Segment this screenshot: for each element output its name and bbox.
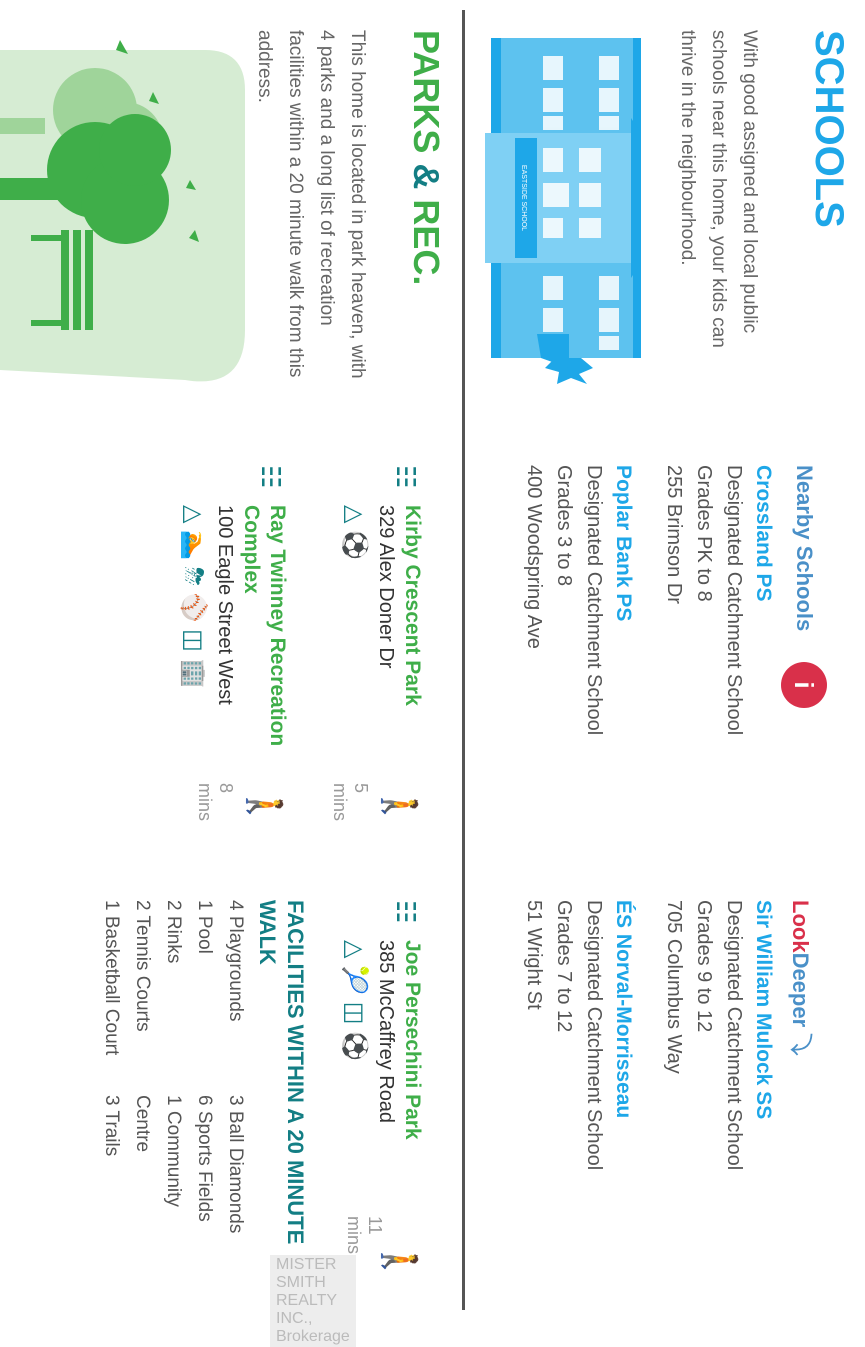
sports-field-icon: ◫	[341, 1001, 368, 1025]
facilities-column-1	[96, 900, 251, 1095]
facility-item: 2 Rinks	[163, 900, 184, 964]
walking-icon: 🚶	[380, 1240, 418, 1283]
park-amenity-icons	[340, 940, 369, 1240]
school-catchment: Designated Catchment School	[583, 900, 605, 1171]
building-sign: EASTSIDE SCHOOL	[520, 164, 527, 232]
playground-icon: △	[341, 940, 368, 959]
park-address: 100 Eagle Street West	[214, 505, 236, 705]
lookdeeper-look: Look	[788, 900, 813, 953]
school-grades: Grades 3 to 8	[553, 465, 575, 587]
pool-icon: 🏊	[180, 530, 207, 561]
park-name[interactable]: Ray Twinney Recreation Complex	[240, 505, 289, 747]
walk-time: 8 mins	[195, 783, 236, 822]
facility-item: 1 Community	[163, 1095, 184, 1207]
info-icon[interactable]: i	[781, 662, 827, 708]
curved-arrow-icon: ⤵	[788, 1033, 813, 1056]
school-entry	[659, 465, 777, 885]
parks-intro: This home is located in park heaven, with 4 parks and a long list of recreation facilities within a 20 minute walk from this address.	[254, 30, 368, 379]
facility-item: 1 Basketball Court	[101, 900, 122, 1056]
park-illustration	[0, 30, 265, 390]
parks-heading-b: REC.	[406, 189, 447, 286]
parks-heading	[405, 30, 447, 285]
schools-heading: SCHOOLS	[807, 30, 851, 228]
school-entry	[659, 900, 777, 1300]
brokerage-watermark: MISTER SMITH REALTY INC., Brokerage	[270, 1255, 356, 1347]
lookdeeper-deeper: Deeper	[788, 952, 813, 1028]
park-amenity-icons	[179, 505, 208, 795]
park-name[interactable]: Joe Persechini Park	[401, 940, 424, 1140]
walking-icon: 🚶	[380, 785, 418, 828]
school-address: 400 Woodspring Ave	[523, 465, 545, 649]
school-catchment: Designated Catchment School	[723, 465, 745, 736]
facility-item: 3 Ball Diamonds	[225, 1095, 246, 1234]
facility-item: 2 Tennis Courts	[132, 900, 153, 1032]
walk-time: 5 mins	[330, 783, 371, 822]
park-name[interactable]: Kirby Crescent Park	[401, 505, 424, 706]
facilities-title: FACILITIES WITHIN A 20 MINUTE WALK	[255, 900, 308, 1245]
facilities-block	[96, 900, 309, 1300]
park-amenity-icons	[340, 505, 369, 805]
nearby-schools-title: Nearby Schools	[792, 465, 817, 632]
soccer-player-icon: ⚽	[341, 530, 368, 561]
playground-icon: △	[180, 505, 207, 524]
school-name[interactable]: Sir William Mulock SS	[752, 900, 775, 1120]
school-building-illustration	[481, 38, 641, 384]
school-entry	[519, 465, 637, 885]
school-address: 51 Wright St	[523, 900, 545, 1010]
schools-intro: With good assigned and local public schools near this home, your kids can thrive in the neighbourhood.	[677, 30, 760, 348]
bench-icon: ☷	[256, 465, 286, 489]
lookdeeper-logo[interactable]	[786, 900, 817, 1055]
facility-item: 6 Sports Fields	[194, 1095, 215, 1222]
skate-icon: ⛈	[180, 566, 207, 586]
sports-field-icon: ◫	[180, 629, 207, 652]
school-grades: Grades PK to 8	[693, 465, 715, 602]
school-name[interactable]: ÉS Norval-Morrisseau	[612, 900, 635, 1119]
school-address: 255 Brimson Dr	[663, 465, 685, 604]
facility-item: 1 Pool	[194, 900, 215, 954]
baseball-icon: ⚾	[180, 592, 207, 623]
tennis-icon: 🎾	[341, 965, 368, 996]
soccer-player-icon: ⚽	[341, 1031, 368, 1061]
facilities-column-2	[96, 1095, 251, 1290]
facility-item: 4 Playgrounds	[225, 900, 246, 1022]
school-name[interactable]: Poplar Bank PS	[612, 465, 635, 622]
school-grades: Grades 9 to 12	[693, 900, 715, 1033]
school-entry	[519, 900, 637, 1300]
school-catchment: Designated Catchment School	[723, 900, 745, 1171]
park-address: 329 Alex Doner Dr	[375, 505, 397, 669]
school-catchment: Designated Catchment School	[583, 465, 605, 736]
school-grades: Grades 7 to 12	[553, 900, 575, 1033]
bench-icon: ☷	[391, 465, 421, 489]
bench-icon: ☷	[391, 900, 421, 924]
playground-icon: △	[341, 505, 368, 524]
facility-item: Centre	[132, 1095, 153, 1153]
park-address: 385 McCaffrey Road	[375, 940, 397, 1124]
community-centre-icon: 🏢	[180, 658, 207, 689]
school-name[interactable]: Crossland PS	[752, 465, 775, 602]
facility-item: 3 Trails	[101, 1095, 122, 1157]
walking-icon: 🚶	[245, 785, 283, 828]
parks-heading-amp: &	[406, 163, 447, 190]
section-divider	[462, 10, 465, 1310]
walk-time: 11 mins	[344, 1216, 385, 1255]
parks-heading-a: PARKS	[406, 30, 447, 164]
school-address: 705 Columbus Way	[663, 900, 685, 1074]
